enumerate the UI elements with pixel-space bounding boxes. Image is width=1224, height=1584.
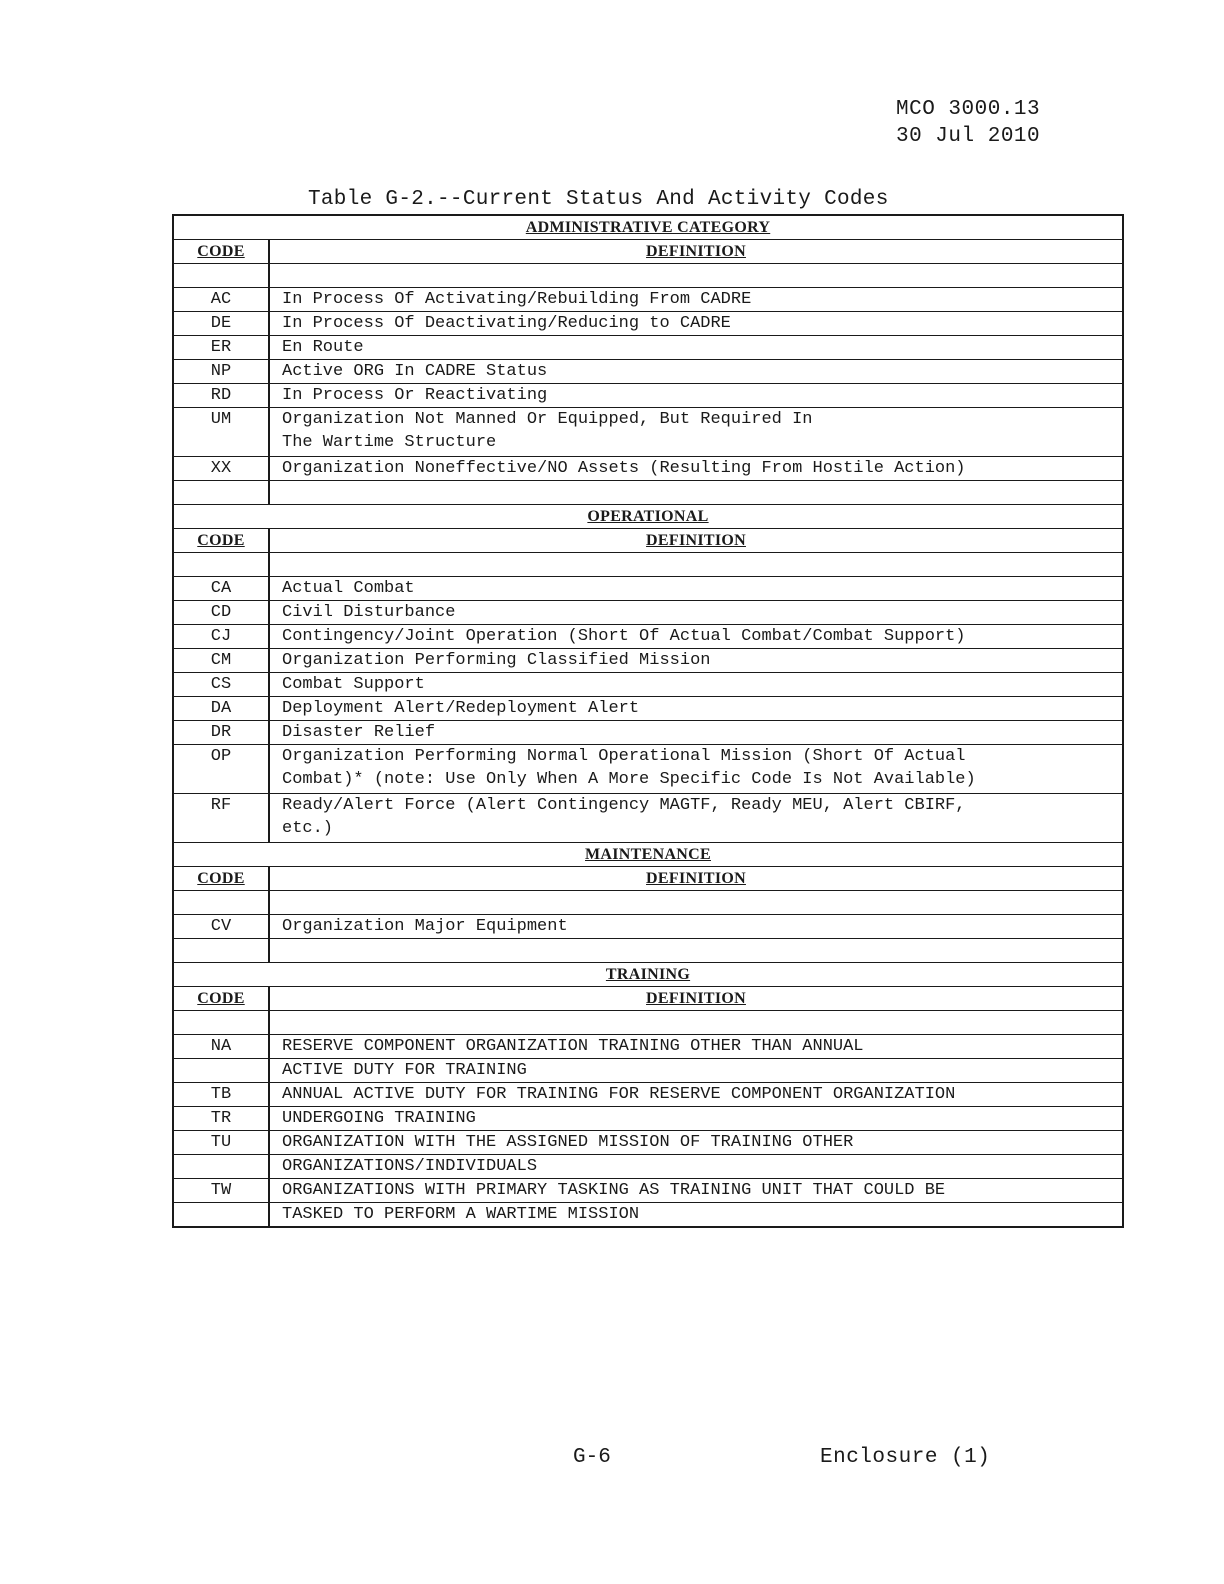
definition-line: Organization Not Manned Or Equipped, But Required In — [282, 410, 813, 429]
definition-cell — [269, 1059, 1123, 1083]
definition-line: ORGANIZATIONS/INDIVIDUALS — [282, 1157, 538, 1176]
definition-cell — [269, 1131, 1123, 1155]
table-row — [173, 601, 1123, 625]
definition-cell — [269, 649, 1123, 673]
blank-cell — [269, 1011, 1123, 1035]
definition-line: In Process Of Deactivating/Reducing to CADRE — [282, 314, 731, 333]
blank-cell — [173, 553, 269, 577]
code-cell — [173, 939, 269, 963]
table-row — [173, 408, 1123, 457]
definition-cell — [269, 408, 1123, 457]
document-date: 30 Jul 2010 — [896, 125, 1041, 148]
column-header-row — [173, 987, 1123, 1011]
definition-line: Actual Combat — [282, 579, 415, 598]
code-cell — [173, 481, 269, 505]
code-cell: CJ — [173, 625, 269, 649]
definition-line: Deployment Alert/Redeployment Alert — [282, 699, 640, 718]
code-cell: TB — [173, 1083, 269, 1107]
code-cell — [173, 1155, 269, 1179]
code-cell: CS — [173, 673, 269, 697]
definition-line: UNDERGOING TRAINING — [282, 1109, 476, 1128]
definition-column-header: DEFINITION — [269, 529, 1123, 553]
definition-line: Organization Performing Classified Mission — [282, 651, 711, 670]
column-header-row — [173, 240, 1123, 264]
definition-cell — [269, 360, 1123, 384]
table-row — [173, 721, 1123, 745]
definition-column-header: DEFINITION — [269, 987, 1123, 1011]
code-cell: DR — [173, 721, 269, 745]
definition-line: Contingency/Joint Operation (Short Of Actual Combat/Combat Support) — [282, 627, 966, 646]
code-cell: UM — [173, 408, 269, 457]
table-row — [173, 1131, 1123, 1155]
code-column-header: CODE — [173, 529, 269, 553]
section-title: OPERATIONAL — [173, 505, 1123, 529]
definition-line: Ready/Alert Force (Alert Contingency MAGTF, Ready MEU, Alert CBIRF, — [282, 796, 966, 815]
definition-cell — [269, 1107, 1123, 1131]
code-cell: TR — [173, 1107, 269, 1131]
table-row — [173, 697, 1123, 721]
table-row — [173, 1035, 1123, 1059]
code-cell: ER — [173, 336, 269, 360]
table-row — [173, 1179, 1123, 1203]
table-row — [173, 457, 1123, 481]
definition-cell — [269, 1203, 1123, 1228]
status-codes-table — [172, 214, 1124, 1228]
blank-row — [173, 891, 1123, 915]
table-row — [173, 1155, 1123, 1179]
definition-cell — [269, 939, 1123, 963]
definition-line: Organization Performing Normal Operational Mission (Short Of Actual — [282, 747, 966, 766]
blank-row — [173, 1011, 1123, 1035]
definition-line: In Process Or Reactivating — [282, 386, 548, 405]
table-row — [173, 481, 1123, 505]
definition-cell — [269, 1035, 1123, 1059]
section-title-row — [173, 843, 1123, 867]
code-column-header: CODE — [173, 867, 269, 891]
table-row — [173, 939, 1123, 963]
definition-line: etc.) — [282, 819, 334, 838]
blank-cell — [269, 264, 1123, 288]
code-cell: TW — [173, 1179, 269, 1203]
section-title-row — [173, 963, 1123, 987]
definition-cell — [269, 312, 1123, 336]
definition-cell — [269, 1083, 1123, 1107]
blank-row — [173, 264, 1123, 288]
definition-line: Organization Noneffective/NO Assets (Resulting From Hostile Action) — [282, 459, 966, 478]
code-cell — [173, 1059, 269, 1083]
column-header-row — [173, 529, 1123, 553]
code-cell: NP — [173, 360, 269, 384]
definition-line: TASKED TO PERFORM A WARTIME MISSION — [282, 1205, 640, 1224]
definition-cell — [269, 697, 1123, 721]
code-cell: RD — [173, 384, 269, 408]
definition-cell — [269, 915, 1123, 939]
table-row — [173, 673, 1123, 697]
table-row — [173, 1203, 1123, 1228]
definition-line: Combat Support — [282, 675, 425, 694]
blank-row — [173, 553, 1123, 577]
blank-cell — [173, 891, 269, 915]
definition-cell — [269, 457, 1123, 481]
definition-cell — [269, 1155, 1123, 1179]
definition-line: ANNUAL ACTIVE DUTY FOR TRAINING FOR RESERVE COMPONENT ORGANIZATION — [282, 1085, 956, 1104]
code-column-header: CODE — [173, 240, 269, 264]
definition-cell — [269, 577, 1123, 601]
code-column-header: CODE — [173, 987, 269, 1011]
table-row — [173, 577, 1123, 601]
table-caption: Table G-2.--Current Status And Activity Codes — [308, 188, 889, 211]
document-header — [896, 96, 1040, 150]
section-title-row — [173, 505, 1123, 529]
definition-line: The Wartime Structure — [282, 433, 497, 452]
table-row — [173, 288, 1123, 312]
definition-column-header: DEFINITION — [269, 240, 1123, 264]
blank-cell — [173, 1011, 269, 1035]
code-cell: OP — [173, 745, 269, 794]
table-row — [173, 745, 1123, 794]
section-title: ADMINISTRATIVE CATEGORY — [173, 215, 1123, 240]
code-cell: CV — [173, 915, 269, 939]
code-cell — [173, 1203, 269, 1228]
code-cell: CM — [173, 649, 269, 673]
definition-line: Active ORG In CADRE Status — [282, 362, 548, 381]
table-row — [173, 1107, 1123, 1131]
blank-cell — [269, 891, 1123, 915]
status-codes-table-body — [173, 215, 1123, 1227]
table-row — [173, 360, 1123, 384]
section-title: MAINTENANCE — [173, 843, 1123, 867]
definition-line: In Process Of Activating/Rebuilding From CADRE — [282, 290, 752, 309]
column-header-row — [173, 867, 1123, 891]
table-row — [173, 625, 1123, 649]
definition-line: Disaster Relief — [282, 723, 436, 742]
table-row — [173, 1059, 1123, 1083]
code-cell: TU — [173, 1131, 269, 1155]
definition-line: Organization Major Equipment — [282, 917, 568, 936]
code-cell: AC — [173, 288, 269, 312]
definition-cell — [269, 745, 1123, 794]
code-cell: DE — [173, 312, 269, 336]
definition-line: En Route — [282, 338, 364, 357]
code-cell: DA — [173, 697, 269, 721]
code-cell: NA — [173, 1035, 269, 1059]
table-row — [173, 312, 1123, 336]
definition-cell — [269, 794, 1123, 843]
definition-cell — [269, 481, 1123, 505]
definition-line: Civil Disturbance — [282, 603, 456, 622]
code-cell: CA — [173, 577, 269, 601]
table-row — [173, 794, 1123, 843]
definition-line: ORGANIZATION WITH THE ASSIGNED MISSION OF TRAINING OTHER — [282, 1133, 854, 1152]
definition-line: RESERVE COMPONENT ORGANIZATION TRAINING OTHER THAN ANNUAL — [282, 1037, 864, 1056]
blank-cell — [173, 264, 269, 288]
table-row — [173, 649, 1123, 673]
page-number: G-6 — [573, 1446, 611, 1469]
definition-line: ACTIVE DUTY FOR TRAINING — [282, 1061, 527, 1080]
definition-cell — [269, 601, 1123, 625]
section-title-row — [173, 215, 1123, 240]
definition-cell — [269, 673, 1123, 697]
definition-line: ORGANIZATIONS WITH PRIMARY TASKING AS TRAINING UNIT THAT COULD BE — [282, 1181, 946, 1200]
definition-cell — [269, 721, 1123, 745]
definition-cell — [269, 384, 1123, 408]
definition-cell — [269, 336, 1123, 360]
table-row — [173, 915, 1123, 939]
section-title: TRAINING — [173, 963, 1123, 987]
document-number: MCO 3000.13 — [896, 98, 1041, 121]
definition-line: Combat)* (note: Use Only When A More Specific Code Is Not Available) — [282, 770, 976, 789]
code-cell: XX — [173, 457, 269, 481]
definition-column-header: DEFINITION — [269, 867, 1123, 891]
table-row — [173, 384, 1123, 408]
code-cell: RF — [173, 794, 269, 843]
definition-cell — [269, 1179, 1123, 1203]
enclosure-label: Enclosure (1) — [820, 1446, 991, 1469]
definition-cell — [269, 288, 1123, 312]
definition-cell — [269, 625, 1123, 649]
code-cell: CD — [173, 601, 269, 625]
table-row — [173, 1083, 1123, 1107]
table-row — [173, 336, 1123, 360]
blank-cell — [269, 553, 1123, 577]
